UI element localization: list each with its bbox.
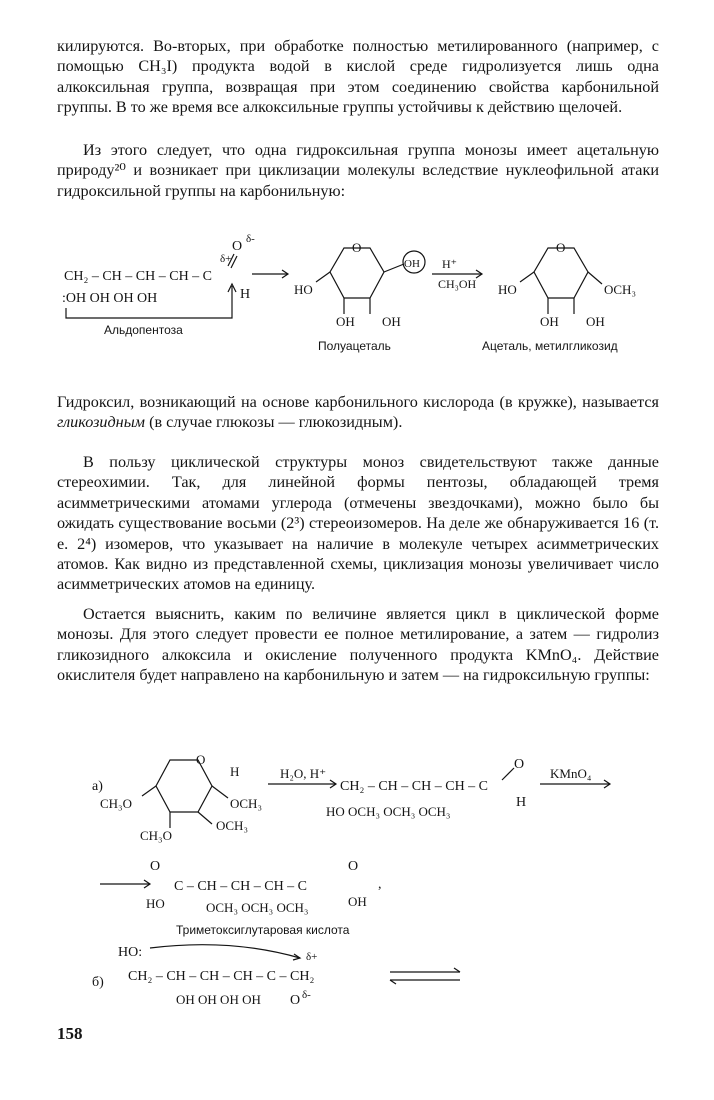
reagent-h-plus: H⁺ — [442, 257, 457, 271]
paragraph-1-text: килируются. Во-вторых, при обработке полностью метилированного (например, с помощью CH₃I) продукта водой в кислой среде гидролизуется лишь одна алкоксильная группа, возвращая при этом соединению свойства карбонильной группы. В то же время все алкоксильные группы устойчивы к действию щелочей. — [57, 37, 659, 117]
bond-och3-bottom — [198, 812, 212, 824]
open-chain-hydrogen: H — [516, 795, 527, 810]
methylated-ring — [156, 760, 212, 812]
b-ho: HO: — [118, 945, 143, 960]
ring-oxygen: O — [352, 240, 362, 255]
open-chain-substituents: HO OCH₃ OCH₃ OCH₃ — [326, 804, 451, 819]
hemiacetal-ho: HO — [294, 282, 313, 297]
acid-chain: C – CH – CH – CH – C — [174, 879, 308, 894]
label-acetal: Ацеталь, метилгликозид — [482, 339, 618, 353]
linear-chain-hydroxyls: :OH OH OH OH — [62, 291, 158, 306]
scheme-oxidation — [0, 724, 714, 1014]
label-b: б) — [92, 975, 104, 990]
acid-comma: , — [378, 877, 382, 892]
scheme-cyclization-drawing — [0, 222, 714, 362]
scheme-cyclization — [0, 222, 714, 362]
scheme-oxidation-drawing — [0, 724, 714, 1014]
aldehyde-hydrogen: H — [240, 287, 251, 302]
paragraph-4-text: В пользу циклической структуры моноз свидетельствуют также данные стереохимии. Так, для линейной формы пентозы, обладающей тремя асимметрическими атомами углерода (отмечены звездочками), можно было бы ожидать существование восьми (2³) стереоизомеров. На деле же обнаруживается 16 (т. е. 2⁴) изомеров, что указывает на наличие в молекуле четырех асимметрических атомов. Как видно из представленной схемы, циклизация монозы увеличивает число асимметрических атомов на единицу. — [57, 453, 659, 594]
acetal-bond-ho — [520, 272, 534, 282]
delta-minus: δ- — [246, 233, 255, 245]
paragraph-4 — [57, 452, 659, 595]
paragraph-3-part-b: (в случае глюкозы — глюкозидным). — [145, 413, 403, 432]
paragraph-3 — [57, 392, 659, 433]
acid-oxygen-left: O — [150, 859, 161, 874]
bond-ho-left — [316, 272, 330, 282]
methylated-och3-bottom: OCH₃ — [216, 818, 248, 833]
open-chain-oxygen: O — [514, 757, 525, 772]
term-glycosidic: гликозидным — [57, 413, 146, 432]
methylated-h: H — [230, 764, 240, 779]
b-delta-minus: δ- — [302, 989, 311, 1001]
acetal-ring — [534, 248, 588, 298]
b-oxygen: O — [290, 993, 301, 1008]
hemiacetal-oh-2: OH — [382, 314, 401, 329]
acetal-oh-1: OH — [540, 314, 559, 329]
attack-arrow — [150, 945, 300, 958]
page-number: 158 — [57, 1024, 83, 1043]
bond-och3-right — [212, 786, 228, 798]
paragraph-5 — [57, 604, 659, 686]
acid-ho: HO — [146, 896, 165, 911]
b-chain: CH₂ – CH – CH – CH – C – CH₂ — [128, 969, 315, 984]
methylated-ch3o-bottom: CH₃O — [140, 828, 172, 843]
reagent-hydrolysis: H₂O, H⁺ — [280, 766, 327, 781]
acid-oxygen-right: O — [348, 859, 359, 874]
label-hemiacetal: Полуацеталь — [318, 339, 391, 353]
label-a: а) — [92, 779, 103, 794]
paragraph-1 — [57, 36, 659, 118]
paragraph-5-text: Остается выяснить, каким по величине является цикл в циклической форме монозы. Для этого следует провести ее полное метилирование, а затем — гидролиз гликозидного алкоксила и окисление полученного продукта KMnO₄. Действие окислителя будет направлено на карбонильную и затем — на гидроксильную группы: — [57, 605, 659, 685]
acetal-ho: HO — [498, 282, 517, 297]
bond-circled-oh — [384, 264, 404, 272]
carbonyl-oxygen: O — [232, 239, 243, 254]
reagent-oxidation: KMnO₄ — [550, 766, 592, 781]
acetal-oh-2: OH — [586, 314, 605, 329]
b-hydroxyls: OH OH OH OH — [176, 992, 261, 1007]
aldehyde-double-bond — [502, 768, 514, 780]
paragraph-3-text — [57, 392, 659, 433]
acetal-bond-och3 — [588, 272, 602, 284]
methylated-ch3o-left: CH₃O — [100, 796, 132, 811]
b-delta-plus: δ+ — [306, 951, 318, 963]
label-aldopentose: Альдопентоза — [104, 323, 183, 337]
acid-substituents: OCH₃ OCH₃ OCH₃ — [206, 900, 309, 915]
delta-plus: δ+ — [220, 253, 232, 265]
linear-chain-formula: CH₂ – CH – CH – CH – C — [64, 269, 213, 284]
paragraph-2 — [57, 140, 659, 201]
open-chain-formula: CH₂ – CH – CH – CH – C — [340, 779, 489, 794]
acetal-och3: OCH₃ — [604, 282, 636, 297]
bond-ch3o — [142, 786, 156, 796]
reagent-methanol: CH₃OH — [438, 277, 477, 291]
methylated-och3-right: OCH₃ — [230, 796, 262, 811]
acid-oh: OH — [348, 894, 367, 909]
circled-oh-text: OH — [404, 258, 420, 270]
paragraph-3-part-a: Гидроксил, возникающий на основе карбонильного кислорода (в кружке), называется — [57, 393, 659, 411]
label-trimethoxyglutaric-acid: Триметоксиглутаровая кислота — [176, 923, 350, 937]
methylated-ring-oxygen: O — [196, 752, 206, 767]
paragraph-2-text: Из этого следует, что одна гидроксильная группа монозы имеет ацетальную природу²⁰ и возникает при циклизации молекулы вследствие нуклеофильной атаки гидроксильной группы на карбонильную: — [57, 141, 659, 200]
acetal-ring-oxygen: O — [556, 240, 566, 255]
hemiacetal-ring — [330, 248, 384, 298]
hemiacetal-oh-1: OH — [336, 314, 355, 329]
